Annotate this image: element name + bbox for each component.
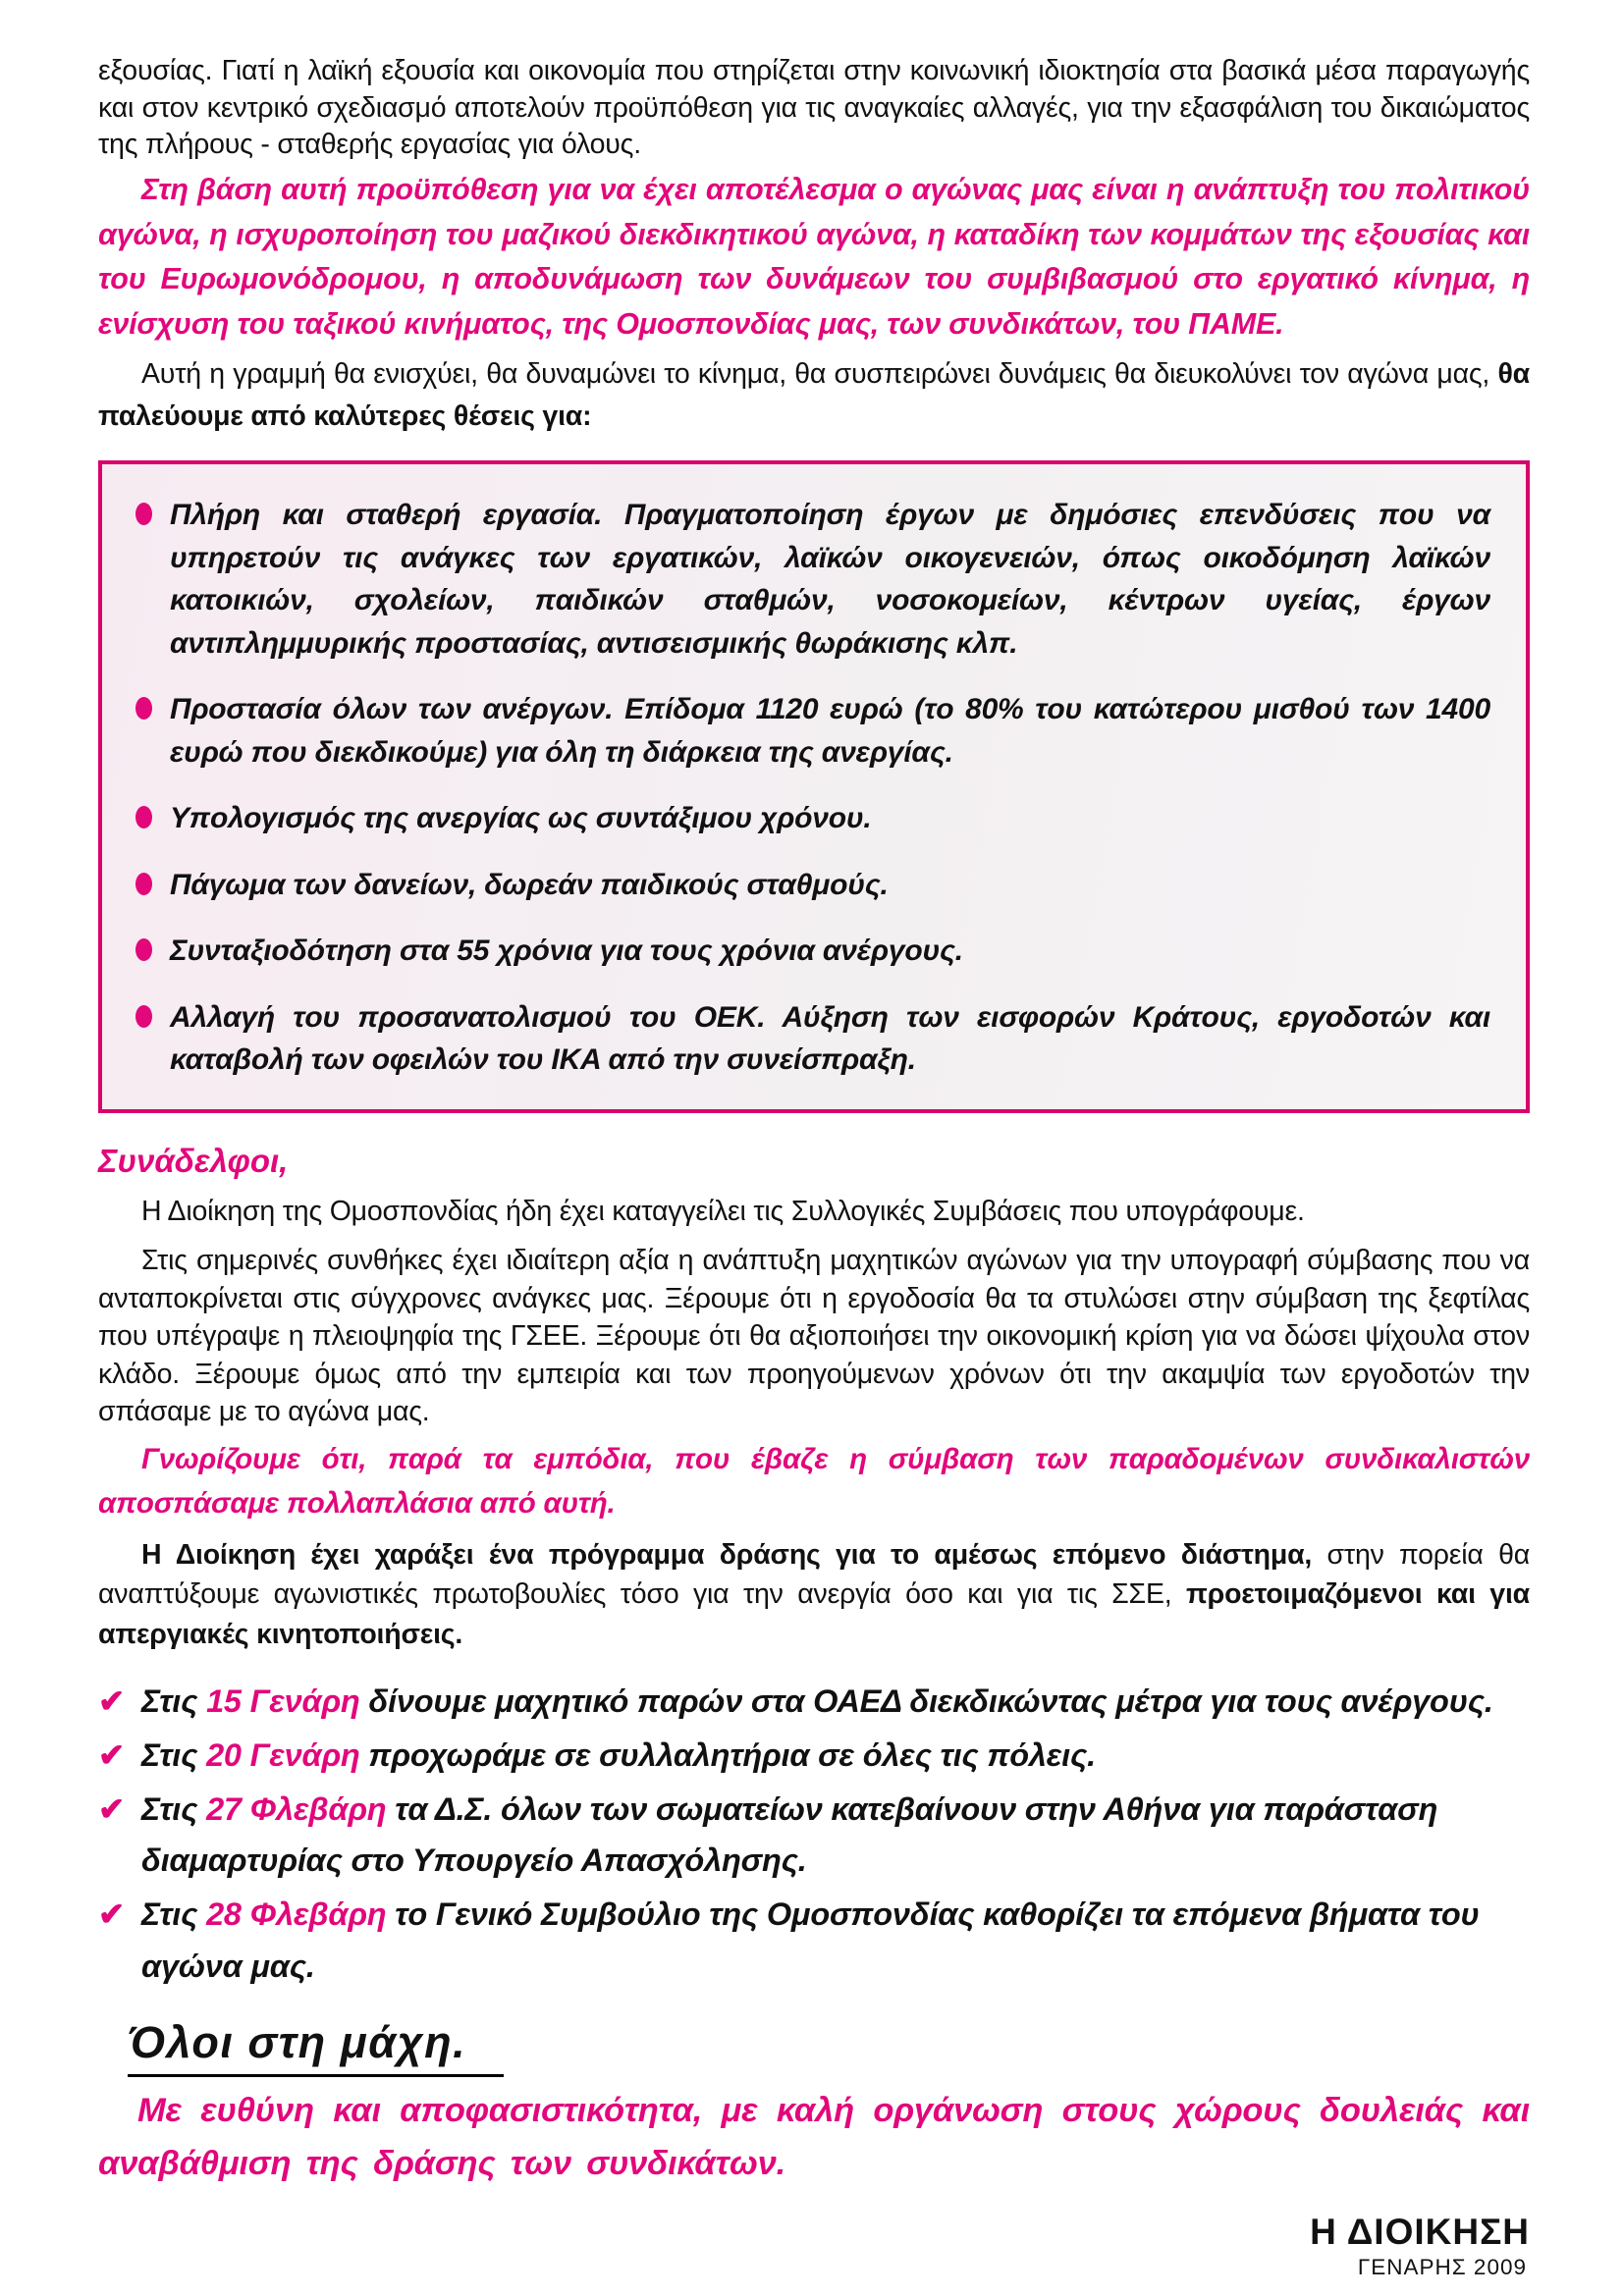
checklist-item (98, 1889, 1530, 1992)
demand-text: Προστασία όλων των ανέργων. Επίδομα 1120 ευρώ (το 80% του κατώτερου μισθού των 1400 ευρώ που διεκδικούμε) για όλη τη διάρκεια της ανεργίας. (170, 693, 1490, 769)
checklist-prefix: Στις (141, 1737, 207, 1774)
checklist-rest: δίνουμε μαχητικό παρών στα ΟΑΕΔ διεκδικώντας μέτρα για τους ανέργους. (359, 1683, 1493, 1720)
checklist-prefix: Στις (141, 1896, 207, 1932)
line-paragraph-bold: θα παλεύουμε από καλύτερες θέσεις για: (98, 357, 1530, 432)
program-bold-1: Η Διοίκηση έχει χαράξει ένα πρόγραμμα δράσης για το αμέσως επόμενο διάστημα, (141, 1538, 1313, 1571)
checkmark-icon: ✔ (98, 1790, 126, 1827)
demand-text: Συνταξιοδότηση στα 55 χρόνια για τους χρόνια ανέργους. (170, 934, 963, 968)
signature-date: ΓΕΝΑΡΗΣ 2009 (1357, 2255, 1527, 2280)
checklist-date: 28 Φλεβάρη (206, 1896, 387, 1932)
bullet-icon (135, 697, 152, 720)
comrades-paragraph-1: Η Διοίκηση της Ομοσπονδίας ήδη έχει καταγγείλει τις Συλλογικές Συμβάσεις που υπογράφουμε. (141, 1195, 1305, 1227)
bullet-icon (135, 938, 152, 961)
intro-paragraph: εξουσίας. Γιατί η λαϊκή εξουσία και οικονομία που στηρίζεται στην κοινωνική ιδιοκτησία στα βασικά μέσα παραγωγής και στον κεντρικό σχεδιασμό αποτελούν προϋπόθεση για τις αναγκαίες αλλαγές, για την εξασφάλιση του δικαιώματος της πλήρους - σταθερής εργασίας για όλους. (98, 55, 1530, 161)
demands-box (98, 460, 1530, 1113)
demand-item (130, 864, 1490, 907)
comrades-paragraph-2: Στις σημερινές συνθήκες έχει ιδιαίτερη αξία η ανάπτυξη μαχητικών αγώνων για την υπογραφή σύμβασης που να ανταποκρίνεται στις σύγχρονες ανάγκες μας. Ξέρουμε ότι η εργοδοσία θα τα στυλώσει στην σύμβαση της ξεφτίλας που υπέγραψε η πλειοψηφία της ΓΣΕΕ. Ξέρουμε ότι θα αξιοποιήσει την οικονομική κρίση για να δώσει ψίχουλα στον κλάδο. Ξέρουμε όμως από την εμπειρία και των προηγούμενων χρόνων ότι την ακαμψία των εργοδοτών την σπάσαμε με το αγώνα μας. (98, 1245, 1530, 1428)
demand-text: Υπολογισμός της ανεργίας ως συντάξιμου χρόνου. (170, 802, 872, 835)
checklist-rest: τα Δ.Σ. όλων των σωματείων κατεβαίνουν στην Αθήνα για παράσταση διαμαρτυρίας στο Υπουργείο Απασχόλησης. (141, 1790, 1438, 1879)
checklist-prefix: Στις (141, 1790, 207, 1827)
demand-text: Αλλαγή του προσανατολισμού του ΟΕΚ. Αύξηση των εισφορών Κράτους, εργοδοτών και καταβολή των οφειλών του ΙΚΑ από την συνείσπραξη. (170, 1000, 1490, 1077)
demand-item (130, 797, 1490, 840)
comrades-paragraph-magenta: Γνωρίζουμε ότι, παρά τα εμπόδια, που έβαζε η σύμβαση των παραδομένων συνδικαλιστών αποσπάσαμε πολλαπλάσια από αυτή. (98, 1443, 1530, 1520)
demand-item (130, 494, 1490, 665)
checklist-rest: προχωράμε σε συλλαλητήρια σε όλες τις πόλεις. (359, 1737, 1096, 1774)
program-regular: στην πορεία θα αναπτύξουμε αγωνιστικές πρωτοβουλίες τόσο για την ανεργία όσο και για τις ΣΣΕ, (98, 1538, 1530, 1611)
checkmark-icon: ✔ (98, 1737, 126, 1774)
bullet-icon (135, 806, 152, 828)
demand-item (130, 996, 1490, 1082)
checklist-item (98, 1730, 1530, 1782)
signature: Η ΔΙΟΙΚΗΣΗ (1310, 2212, 1530, 2253)
checkmark-icon: ✔ (98, 1896, 126, 1932)
demand-text: Πάγωμα των δανείων, δωρεάν παιδικούς σταθμούς. (170, 868, 889, 901)
checklist-prefix: Στις (141, 1683, 207, 1720)
action-checklist (98, 1676, 1530, 1992)
checklist-item (98, 1784, 1530, 1887)
line-paragraph-regular: Αυτή η γραμμή θα ενισχύει, θα δυναμώνει το κίνημα, θα συσπειρώνει δυνάμεις θα διευκολύνει τον αγώνα μας, (141, 357, 1498, 390)
comrades-heading: Συνάδελφοι, (98, 1142, 289, 1179)
bullet-icon (135, 503, 152, 525)
checklist-rest: το Γενικό Συμβούλιο της Ομοσπονδίας καθορίζει τα επόμενα βήματα του αγώνα μας. (141, 1896, 1480, 1984)
lead-magenta-paragraph: Στη βάση αυτή προϋπόθεση για να έχει αποτέλεσμα ο αγώνας μας είναι η ανάπτυξη του πολιτικού αγώνα, η ισχυροποίηση του μαζικού διεκδικητικού αγώνα, η καταδίκη των κομμάτων της εξουσίας και του Ευρωμονόδρομου, η αποδυνάμωση των δυνάμεων του συμβιβασμού στο εργατικό κίνημα, η ενίσχυση του ταξικού κινήματος, της Ομοσπονδίας μας, των συνδικάτων, του ΠΑΜΕ. (98, 172, 1530, 342)
demand-item (130, 688, 1490, 774)
battle-heading: Όλοι στη μάχη. (128, 2017, 504, 2077)
program-paragraph (98, 1535, 1530, 1654)
bullet-icon (135, 1005, 152, 1028)
checkmark-icon: ✔ (98, 1683, 126, 1720)
demand-item (130, 930, 1490, 973)
checklist-date: 15 Γενάρη (206, 1683, 360, 1720)
checklist-date: 20 Γενάρη (206, 1737, 360, 1774)
checklist-item (98, 1676, 1530, 1728)
bullet-icon (135, 873, 152, 895)
checklist-date: 27 Φλεβάρη (206, 1790, 387, 1827)
line-paragraph (98, 353, 1530, 438)
program-bold-2: προετοιμαζόμενοι και για απεργιακές κινητοποιήσεις. (98, 1578, 1530, 1650)
closing-message: Με ευθύνη και αποφασιστικότητα, με καλή οργάνωση στους χώρους δουλειάς και αναβάθμιση της δράσης των συνδικάτων. (98, 2092, 1530, 2182)
demand-text: Πλήρη και σταθερή εργασία. Πραγματοποίηση έργων με δημόσιες επενδύσεις που να υπηρετούν τις ανάγκες των εργατικών, λαϊκών οικογενειών, όπως οικοδόμηση λαϊκών κατοικιών, σχολείων, παιδικών σταθμών, νοσοκομείων, κέντρων υγείας, έργων αντιπλημμυρικής προστασίας, αντισεισμικής θωράκισης κλπ. (170, 499, 1490, 660)
